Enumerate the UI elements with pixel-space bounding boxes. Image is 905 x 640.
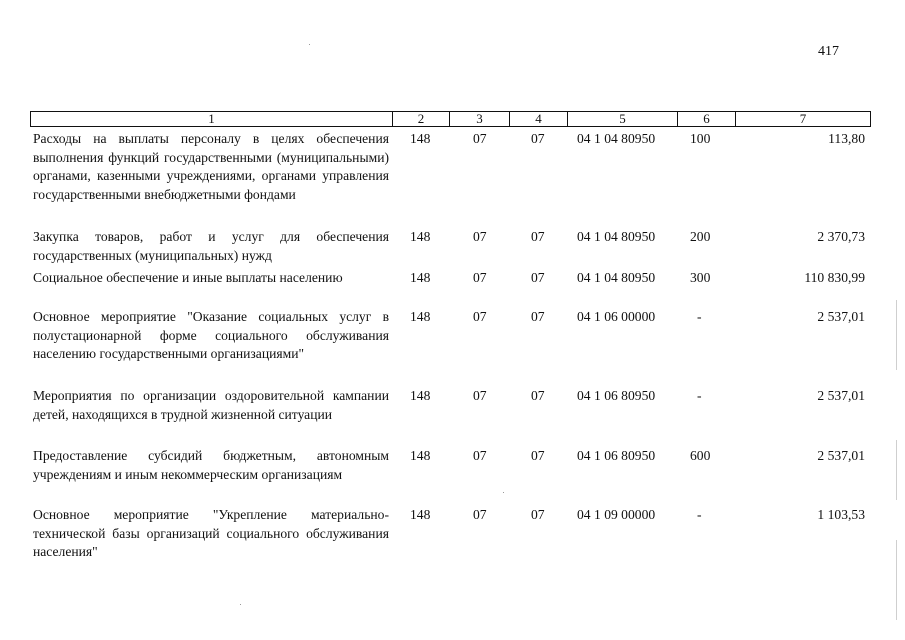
row-code: 148 bbox=[410, 309, 431, 324]
row-subsection: 07 bbox=[531, 507, 545, 522]
row-section: 07 bbox=[473, 131, 487, 146]
row-description: Закупка товаров, работ и услуг для обеспечения государственных (муниципальных) нужд bbox=[33, 229, 389, 263]
row-kind: 100 bbox=[690, 131, 711, 146]
table-header bbox=[30, 111, 871, 127]
row-amount: 110 830,99 bbox=[804, 270, 865, 285]
row-description: Расходы на выплаты персоналу в целях обеспечения выполнения функций государственными (муниципальными) органами, казенными учреждениями, органами управления государственными внебюджетными фондами bbox=[33, 131, 389, 202]
row-subsection: 07 bbox=[531, 229, 545, 244]
row-article: 04 1 06 80950 bbox=[577, 388, 656, 403]
row-subsection: 07 bbox=[531, 131, 545, 146]
row-amount: 2 537,01 bbox=[817, 448, 865, 463]
row-section: 07 bbox=[473, 229, 487, 244]
row-description: Основное мероприятие "Оказание социальных услуг в полустационарной форме социального обслуживания населению государственными организациями" bbox=[33, 309, 389, 362]
row-subsection: 07 bbox=[531, 309, 545, 324]
row-code: 148 bbox=[410, 131, 431, 146]
scan-edge-mark bbox=[896, 540, 897, 620]
row-article: 04 1 04 80950 bbox=[577, 131, 656, 146]
row-kind: - bbox=[697, 309, 702, 324]
row-article: 04 1 06 80950 bbox=[577, 448, 656, 463]
row-kind: 600 bbox=[690, 448, 711, 463]
scan-speck bbox=[503, 492, 504, 493]
row-kind: 300 bbox=[690, 270, 711, 285]
row-section: 07 bbox=[473, 507, 487, 522]
row-subsection: 07 bbox=[531, 388, 545, 403]
row-description: Основное мероприятие "Укрепление материально-технической базы организаций социального обслуживания населения" bbox=[33, 507, 389, 560]
row-code: 148 bbox=[410, 448, 431, 463]
row-subsection: 07 bbox=[531, 270, 545, 285]
header-col-1: 1 bbox=[31, 112, 393, 126]
row-section: 07 bbox=[473, 270, 487, 285]
row-code: 148 bbox=[410, 270, 431, 285]
row-section: 07 bbox=[473, 448, 487, 463]
row-kind: - bbox=[697, 507, 702, 522]
row-section: 07 bbox=[473, 309, 487, 324]
page-number: 417 bbox=[818, 44, 839, 59]
row-amount: 113,80 bbox=[828, 131, 865, 146]
row-amount: 1 103,53 bbox=[817, 507, 865, 522]
row-amount: 2 370,73 bbox=[817, 229, 865, 244]
scan-edge-mark bbox=[896, 440, 897, 500]
scan-edge-mark bbox=[896, 300, 897, 370]
row-article: 04 1 09 00000 bbox=[577, 507, 656, 522]
header-col-6: 6 bbox=[678, 112, 736, 126]
header-col-7: 7 bbox=[799, 111, 807, 126]
row-kind: 200 bbox=[690, 229, 711, 244]
scan-speck bbox=[240, 604, 241, 605]
row-description: Предоставление субсидий бюджетным, автономным учреждениям и иным некоммерческим организациям bbox=[33, 448, 389, 482]
header-col-3: 3 bbox=[450, 112, 510, 126]
row-kind: - bbox=[697, 388, 702, 403]
row-article: 04 1 04 80950 bbox=[577, 229, 656, 244]
row-section: 07 bbox=[473, 388, 487, 403]
header-col-4: 4 bbox=[510, 112, 568, 126]
header-col-2: 2 bbox=[393, 112, 450, 126]
row-amount: 2 537,01 bbox=[817, 309, 865, 324]
row-amount: 2 537,01 bbox=[817, 388, 865, 403]
row-article: 04 1 06 00000 bbox=[577, 309, 656, 324]
row-code: 148 bbox=[410, 507, 431, 522]
scan-speck bbox=[309, 44, 310, 45]
row-code: 148 bbox=[410, 229, 431, 244]
row-description: Мероприятия по организации оздоровительной кампании детей, находящихся в трудной жизненной ситуации bbox=[33, 388, 389, 422]
row-subsection: 07 bbox=[531, 448, 545, 463]
row-code: 148 bbox=[410, 388, 431, 403]
header-col-5: 5 bbox=[568, 112, 678, 126]
row-description: Социальное обеспечение и иные выплаты населению bbox=[33, 270, 343, 285]
row-article: 04 1 04 80950 bbox=[577, 270, 656, 285]
